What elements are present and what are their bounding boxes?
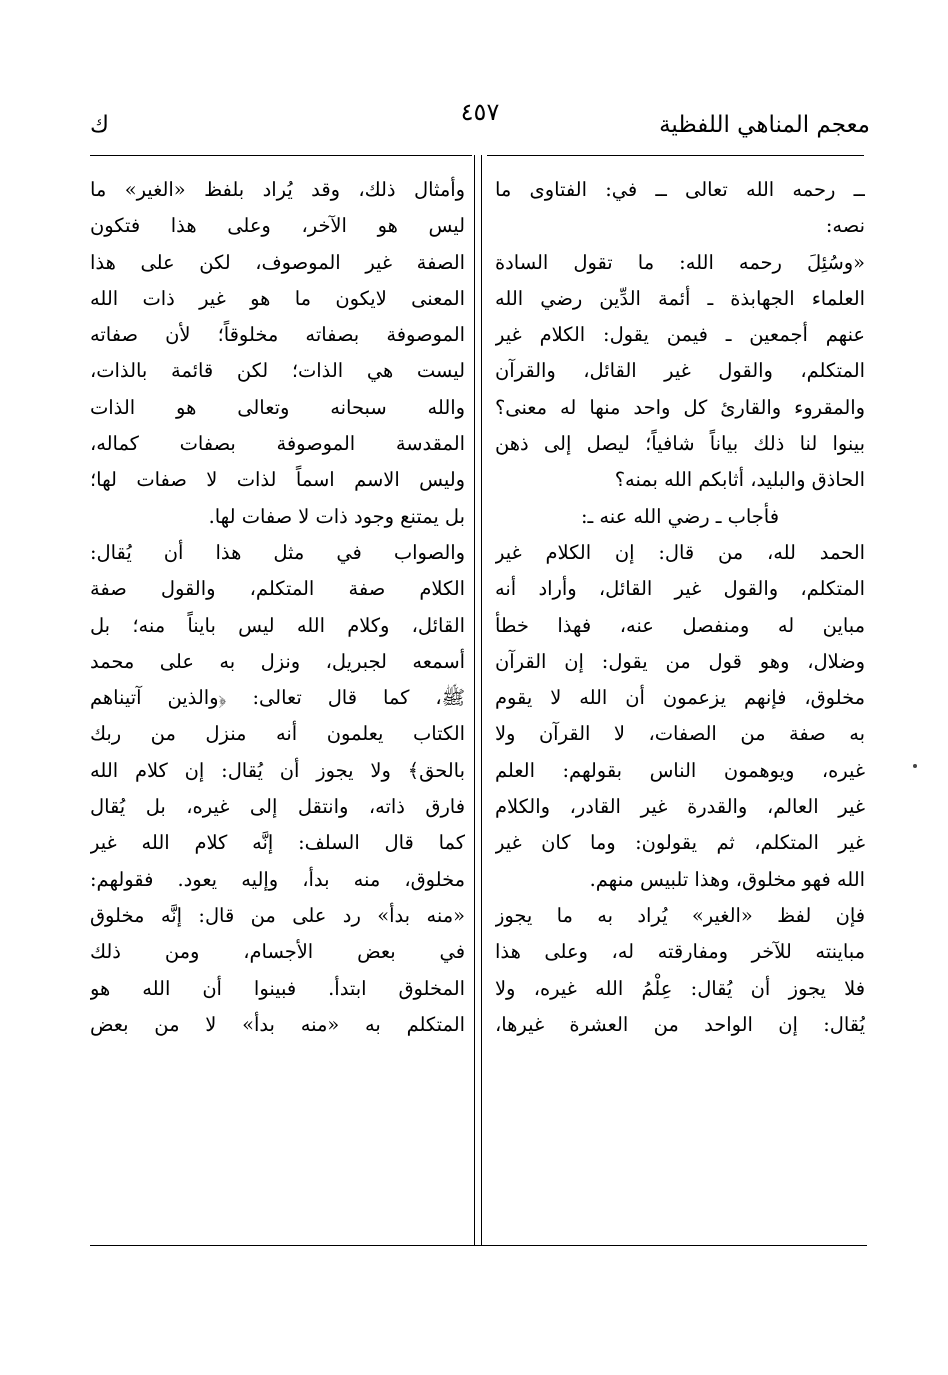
section-letter: ك xyxy=(90,112,109,138)
page-number: ٤٥٧ xyxy=(460,98,500,126)
text-line: «وسُئِلَ رحمه الله: ما تقول السادة xyxy=(495,250,865,274)
text-line: فلا يجوز أن يُقال: عِلْمُ الله غيره، ولا xyxy=(495,976,865,1000)
left-column xyxy=(90,172,465,1242)
text-line: غيره، ويوهمون الناس بقولهم: العلم xyxy=(495,758,865,782)
text-line: ليست هي الذات؛ لكن قائمة بالذات، xyxy=(90,359,465,383)
text-line: الحاذق والبليد، أثابكم الله بمنه؟ xyxy=(614,468,865,492)
text-line: المعنى لايكون ما هو غير ذات الله xyxy=(90,286,465,310)
text-line: به صفة من الصفات، لا القرآن ولا xyxy=(495,722,865,746)
text-line: المخلوق ابتدأ. فبينوا أن الله هو xyxy=(90,976,465,1000)
text-line: في بعض الأجسام، ومن ذلك xyxy=(90,940,465,964)
text-line: وليس الاسم اسماً لذات لا صفات لها؛ xyxy=(90,468,465,492)
text-line: والصواب في مثل هذا أن يُقال: xyxy=(90,540,465,564)
text-line: مخلوق، منه بدأ، وإليه يعود. فقولهم: xyxy=(90,867,465,891)
text-line: أسمعه لجبريل، ونزل به على محمد xyxy=(90,649,465,673)
text-line: يُقال: إن الواحد من العشرة غيرها، xyxy=(495,1012,865,1036)
text-line: المقدسة الموصوفة بصفات كماله، xyxy=(90,432,465,456)
text-line: ــ رحمه الله تعالى ــ في: الفتاوى ما xyxy=(495,178,865,201)
text-line: الموصوفة بصفاته مخلوقاً؛ لأن صفاته xyxy=(90,323,465,347)
text-line: بينوا لنا ذلك بياناً شافياً؛ ليصل إلى ذهن xyxy=(495,432,865,456)
page-header xyxy=(90,98,870,148)
text-line: وضلال، وهو قول من يقول: إن القرآن xyxy=(495,649,865,673)
text-line: نصه: xyxy=(825,214,865,238)
scan-speck xyxy=(913,764,917,768)
text-line: غير المتكلم، ثم يقولون: وما كان غير xyxy=(495,831,865,855)
top-rule-left xyxy=(90,155,472,156)
text-line: القائل، وكلام الله ليس بايناً منه؛ بل xyxy=(90,613,465,637)
text-line: وأمثال ذلك، وقد يُراد بلفظ «الغير» ما xyxy=(90,178,465,201)
text-line: ليس هو الآخر، وعلى هذا فتكون xyxy=(90,214,465,238)
top-rule-right xyxy=(487,155,864,156)
text-line: العلماء الجهابذة ـ أئمة الدِّين رضي الله xyxy=(495,286,865,310)
text-line: الصفة غير الموصوف، لكن على هذا xyxy=(90,250,465,274)
right-column xyxy=(495,172,865,1242)
text-line: عنهم أجمعين ـ فيمن يقول: الكلام غير xyxy=(495,323,865,347)
text-line: الله فهو مخلوق، وهذا تلبيس منهم. xyxy=(589,867,865,891)
text-line: مخلوق، فإنهم يزعمون أن الله لا يقوم xyxy=(495,686,865,710)
text-line: الكتاب يعلمون أنه منزل من ربك xyxy=(90,722,465,746)
column-divider xyxy=(474,155,482,1245)
text-line: كما قال السلف: إنَّه كلام الله غير xyxy=(90,831,465,855)
text-line: بالحق﴾ ولا يجوز أن يُقال: إن كلام الله xyxy=(90,758,465,782)
bottom-rule xyxy=(90,1245,867,1246)
text-line: بل يمتنع وجود ذات لا صفات لها. xyxy=(208,504,465,528)
text-line: والله سبحانه وتعالى هو الذات xyxy=(90,395,465,419)
text-line: فأجاب ـ رضي الله عنه ـ: xyxy=(581,504,779,528)
text-line: مباينته للآخر ومفارقته له، وعلى هذا xyxy=(495,940,865,964)
text-line: المتكلم، والقول غير القائل، وأراد أنه xyxy=(495,577,865,601)
text-line: المتكلم به «منه بدأ» لا من بعض xyxy=(90,1012,465,1036)
text-line: ﷺ، كما قال تعالى: ﴿والذين آتيناهم xyxy=(90,686,465,710)
text-line: والمقروء والقارئ كل واحد منها له معنى؟ xyxy=(495,395,865,419)
text-line: المتكلم، والقول غير القائل، والقرآن xyxy=(495,359,865,383)
text-line: فإن لفظ «الغير» يُراد به ما يجوز xyxy=(495,903,865,927)
text-line: الكلام صفة المتكلم، والقول صفة xyxy=(90,577,465,601)
text-line: الحمد لله، من قال: إن الكلام غير xyxy=(495,540,865,564)
running-title: معجم المناهي اللفظية xyxy=(659,112,870,138)
text-line: فارق ذاته، وانتقل إلى غيره، بل يُقال xyxy=(90,795,465,819)
text-line: مباين له ومنفصل عنه، فهذا خطأ xyxy=(495,613,865,637)
text-line: غير العالم، والقدرة غير القادر، والكلام xyxy=(495,795,865,819)
text-line: «منه بدأ» رد على من قال: إنَّه مخلوق xyxy=(90,903,465,927)
